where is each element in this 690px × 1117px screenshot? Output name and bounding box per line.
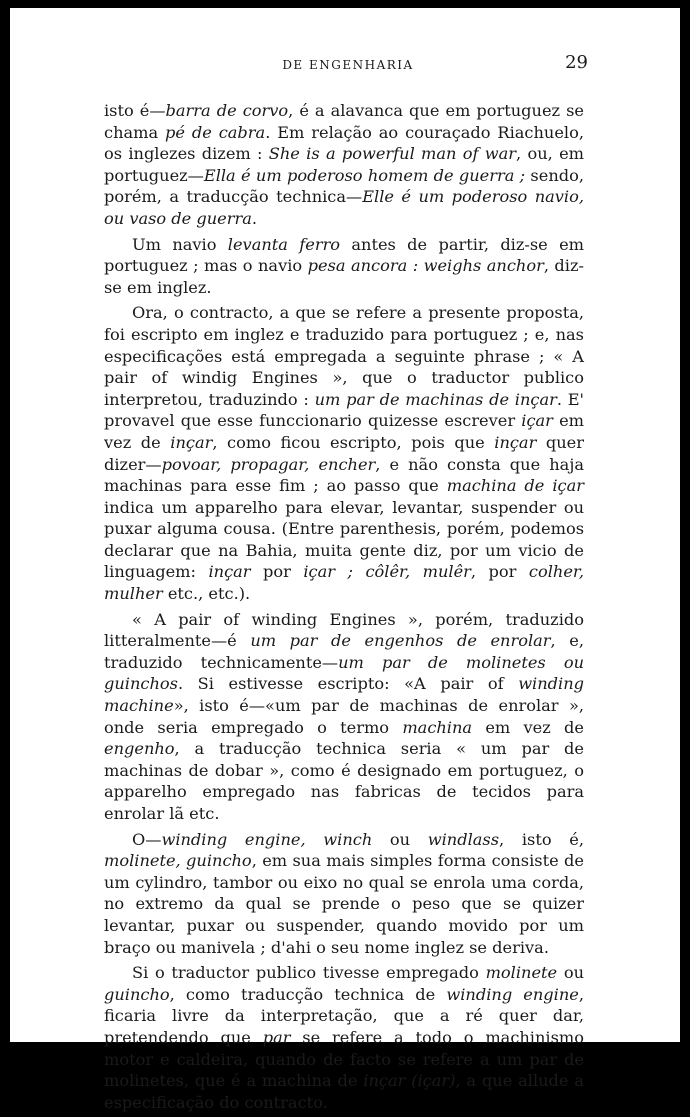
italic-run: povoar, propagar, encher: [161, 454, 376, 474]
text-run: etc., etc.).: [162, 584, 251, 604]
paragraph: [104, 302, 584, 604]
text-run: », isto é—«um par de machinas de enrolar », onde seria empregado o termo: [104, 696, 584, 737]
text-run: ou: [557, 963, 584, 983]
text-run: quer dizer—: [104, 432, 584, 474]
book-page: [10, 8, 680, 1112]
text-run: , é a alavanca que em portuguez se chama: [104, 101, 584, 142]
italic-run: molinete: [485, 963, 558, 983]
text-run: . Si estivesse escripto: «A pair of: [177, 674, 519, 694]
text-run: , como ficou escripto, pois que: [212, 432, 495, 452]
italic-run: molinete, guincho: [104, 851, 252, 871]
italic-run: winding machine: [104, 674, 584, 716]
italic-run: inçar: [494, 432, 537, 452]
text-run: O—: [132, 829, 162, 849]
text-run: , em sua mais simples forma consiste de um cylindro, tambor ou eixo no qual se enrola uma corda, no extremo da qual se prende o peso que se quizer levantar, puxar ou suspender, quando movido por um braço ou manivela ; d'ahi o seu nome inglez se deriva.: [104, 851, 584, 957]
italic-run: colher, mulher: [104, 562, 585, 604]
paragraph: [104, 100, 584, 230]
text-run: Ora, o contracto, a que se refere a presente proposta, foi escripto em inglez e traduzido para portuguez ; e, nas especificações está empregada a seguinte phrase ; « A pair of windig Engines », que o traductor publico interpretou, traduzindo :: [104, 303, 584, 409]
text-run: por: [250, 562, 304, 582]
text-run: , ficaria livre da interpretação, que a ré quer dar, pretendendo que: [104, 984, 585, 1047]
paragraph: [104, 962, 584, 1113]
text-run: sendo, porém, a traducção technica—: [104, 165, 584, 207]
italic-run: She is a powerful man of war: [268, 144, 517, 164]
italic-run: barra de corvo: [165, 101, 289, 120]
text-run: , isto é,: [499, 829, 584, 849]
text-run: . E' provavel que esse funccionario quizesse escrever: [104, 389, 585, 431]
italic-run: levanta ferro: [227, 234, 341, 254]
italic-run: winding engine, winch: [161, 829, 373, 849]
italic-run: winding engine: [446, 984, 579, 1004]
text-run: , ou, em portuguez—: [104, 144, 584, 185]
text-run: , a traducção technica seria « um par de machinas de dobar », como é designado em portuguez, o apparelho empregado nas fabricas de tecidos para enrolar lã etc.: [104, 739, 584, 823]
italic-run: engenho: [104, 739, 175, 759]
text-run: em vez de: [472, 717, 584, 737]
text-run: .: [251, 208, 258, 228]
italic-run: içar ; côlêr, mulêr: [303, 562, 471, 582]
text-run: ou: [372, 829, 428, 849]
paragraph: [104, 234, 584, 299]
italic-run: um par de machinas de inçar: [314, 389, 557, 409]
italic-run: inçar: [208, 562, 251, 582]
italic-run: guincho: [104, 984, 170, 1004]
text-run: , e não consta que haja machinas para esse fim ; ao passo que: [104, 454, 584, 496]
italic-run: pé de cabra: [165, 122, 266, 142]
text-run: em vez de: [104, 411, 584, 452]
italic-run: pesa ancora : weighs anchor: [307, 256, 544, 276]
italic-run: inçar (içar): [363, 1071, 456, 1091]
page-header: [108, 52, 588, 76]
italic-run: windlass: [427, 829, 500, 849]
italic-run: machina: [402, 717, 473, 737]
text-run: isto é—: [104, 101, 166, 120]
text-run: indica um apparelho para elevar, levantar, suspender ou puxar alguma cousa. (Entre parenthesis, porém, podemos declarar que na Bahia, muita gente diz, por um vicio de linguagem:: [104, 497, 584, 582]
text-run: , e, traduzido technicamente—: [104, 631, 584, 672]
italic-run: Elle é um poderoso navio, ou vaso de guerra: [104, 187, 584, 228]
text-run: , a que allude a especificação do contracto.: [104, 1071, 584, 1112]
body-text: [104, 100, 584, 1117]
italic-run: par: [262, 1027, 291, 1047]
text-run: Si o traductor publico tivesse empregado: [132, 963, 486, 983]
text-run: antes de partir, diz-se em portuguez ; mas o navio: [104, 234, 584, 276]
italic-run: um par de engenhos de enrolar: [250, 631, 551, 651]
italic-run: Ella é um poderoso homem de guerra ;: [203, 165, 526, 185]
running-title: DE ENGENHARIA: [282, 58, 414, 72]
text-run: Um navio: [132, 234, 228, 254]
text-run: . Em relação ao couraçado Riachuelo, os inglezes dizem :: [104, 122, 584, 164]
text-run: , como traducção technica de: [169, 984, 447, 1004]
italic-run: um par de molinetes ou guinchos: [104, 652, 584, 694]
page-number: 29: [565, 52, 588, 73]
paragraph: [104, 829, 584, 959]
italic-run: inçar: [170, 432, 213, 452]
paragraph: [104, 609, 584, 825]
italic-run: machina de içar: [446, 476, 584, 496]
text-run: se refere a todo o machinismo motor e caldeira, quando de facto se refere a um par de molinetes, que é a machina de: [104, 1027, 584, 1091]
text-run: , diz-se em inglez.: [104, 256, 584, 297]
text-run: « A pair of winding Engines », porém, traduzido litteralmente—é: [104, 609, 584, 651]
italic-run: içar: [521, 411, 553, 431]
text-run: , por: [470, 562, 529, 582]
